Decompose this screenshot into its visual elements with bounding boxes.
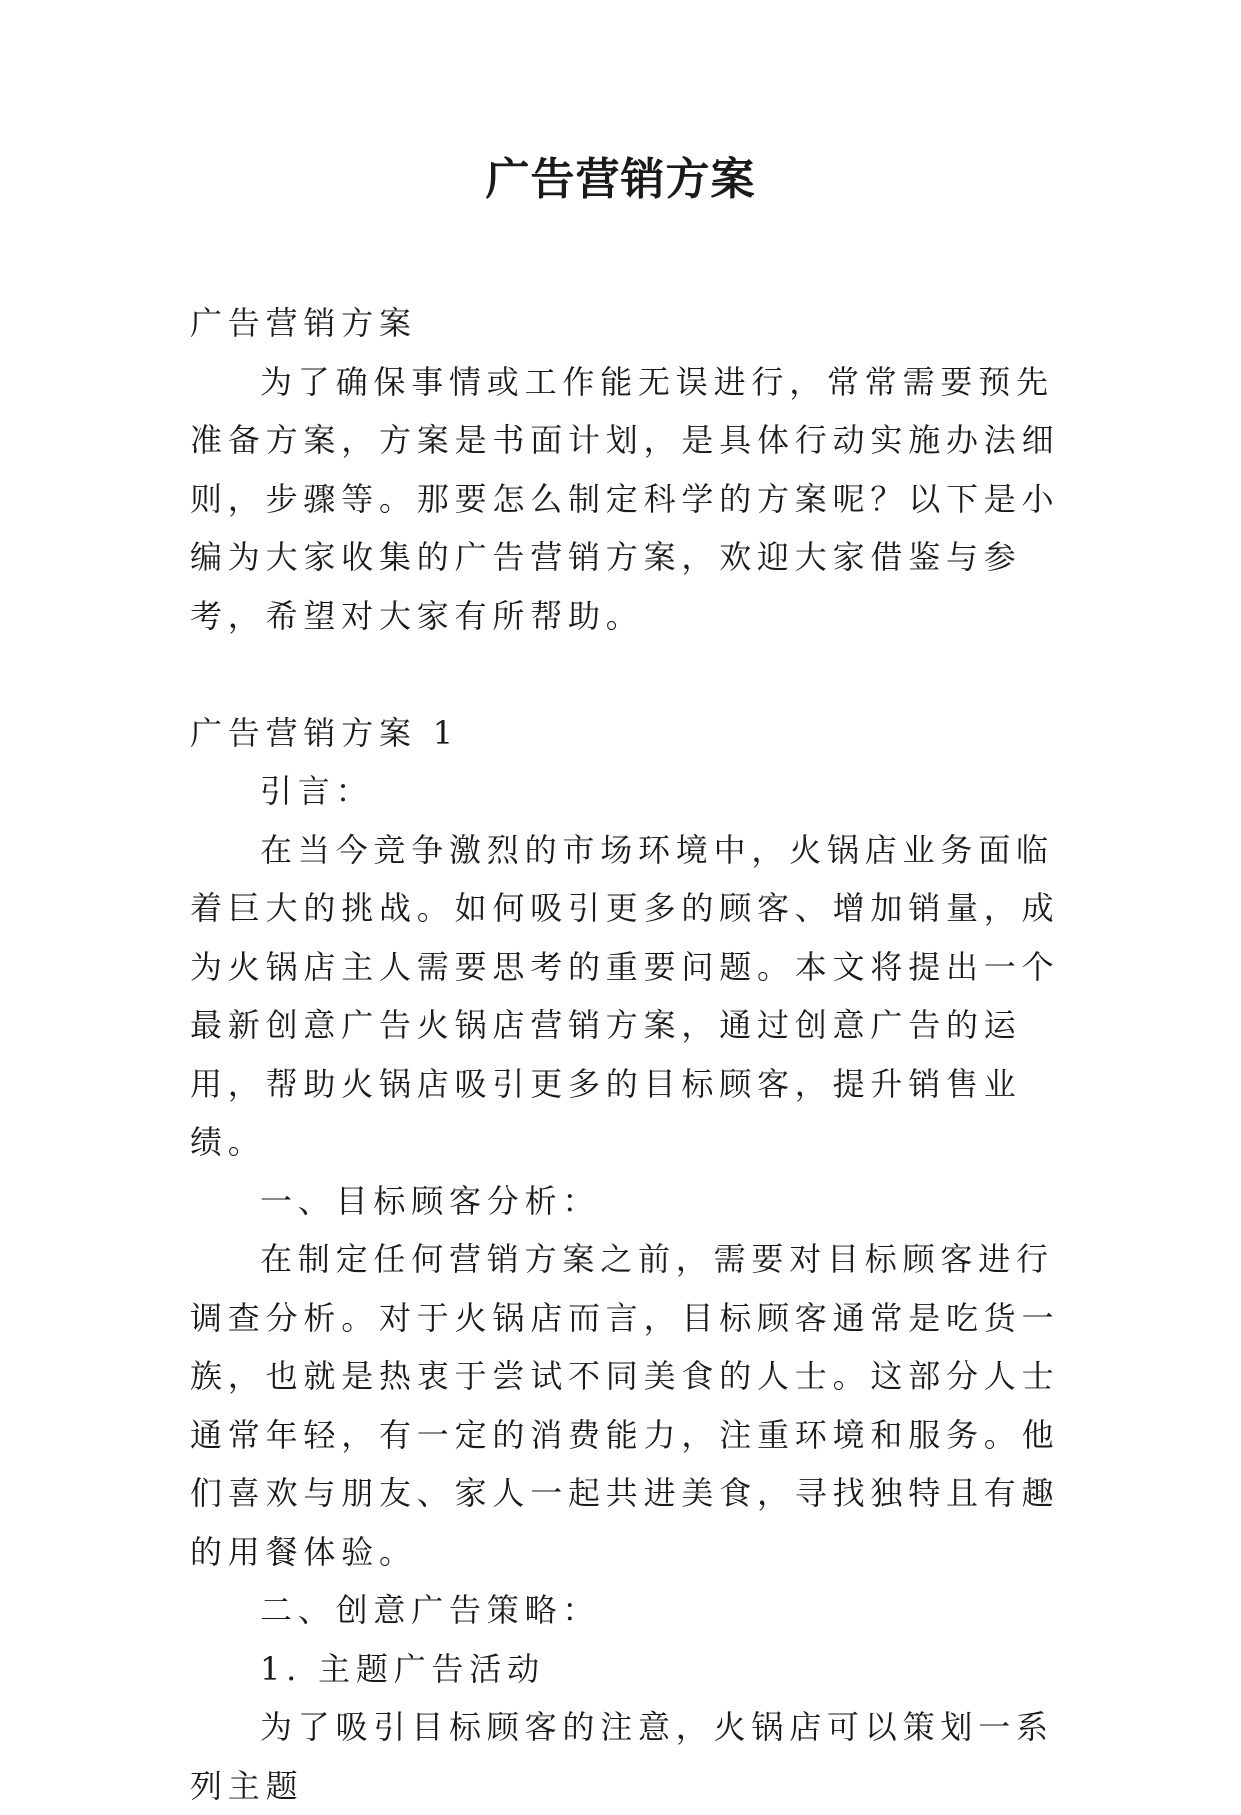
section-gap (190, 645, 1070, 704)
section-heading: 广告营销方案 1 (190, 713, 459, 752)
subsection-heading-1: 一、目标顾客分析： (260, 1181, 601, 1220)
list-item-1: 1. 主题广告活动 (260, 1649, 545, 1688)
document-body (190, 294, 1070, 1815)
strategy-paragraph: 为了吸引目标顾客的注意，火锅店可以策划一系列主题 (190, 1708, 1054, 1805)
subsection-heading-2: 二、创意广告策略： (260, 1591, 601, 1629)
document-title: 广告营销方案 (485, 154, 756, 205)
preface-paragraph: 在当今竞争激烈的市场环境中，火锅店业务面临着巨大的挑战。如何吸引更多的顾客、增加销量，成为火锅店主人需要思考的重要问题。本文将提出一个最新创意广告火锅店营销方案，通过创意广告的运用，帮助火锅店吸引更多的目标顾客，提升销售业绩。 (190, 830, 1060, 1161)
preface-label: 引言： (260, 772, 374, 810)
intro-heading: 广告营销方案 (190, 304, 417, 342)
analysis-paragraph: 在制定任何营销方案之前，需要对目标顾客进行调查分析。对于火锅店而言，目标顾客通常是吃货一族，也就是热衷于尝试不同美食的人士。这部分人士通常年轻，有一定的消费能力，注重环境和服务。他们喜欢与朋友、家人一起共进美食，寻找独特且有趣的用餐体验。 (190, 1240, 1060, 1571)
intro-paragraph: 为了确保事情或工作能无误进行，常常需要预先准备方案，方案是书面计划，是具体行动实施办法细则，步骤等。那要怎么制定科学的方案呢？以下是小编为大家收集的广告营销方案，欢迎大家借鉴与参考，希望对大家有所帮助。 (190, 362, 1060, 635)
